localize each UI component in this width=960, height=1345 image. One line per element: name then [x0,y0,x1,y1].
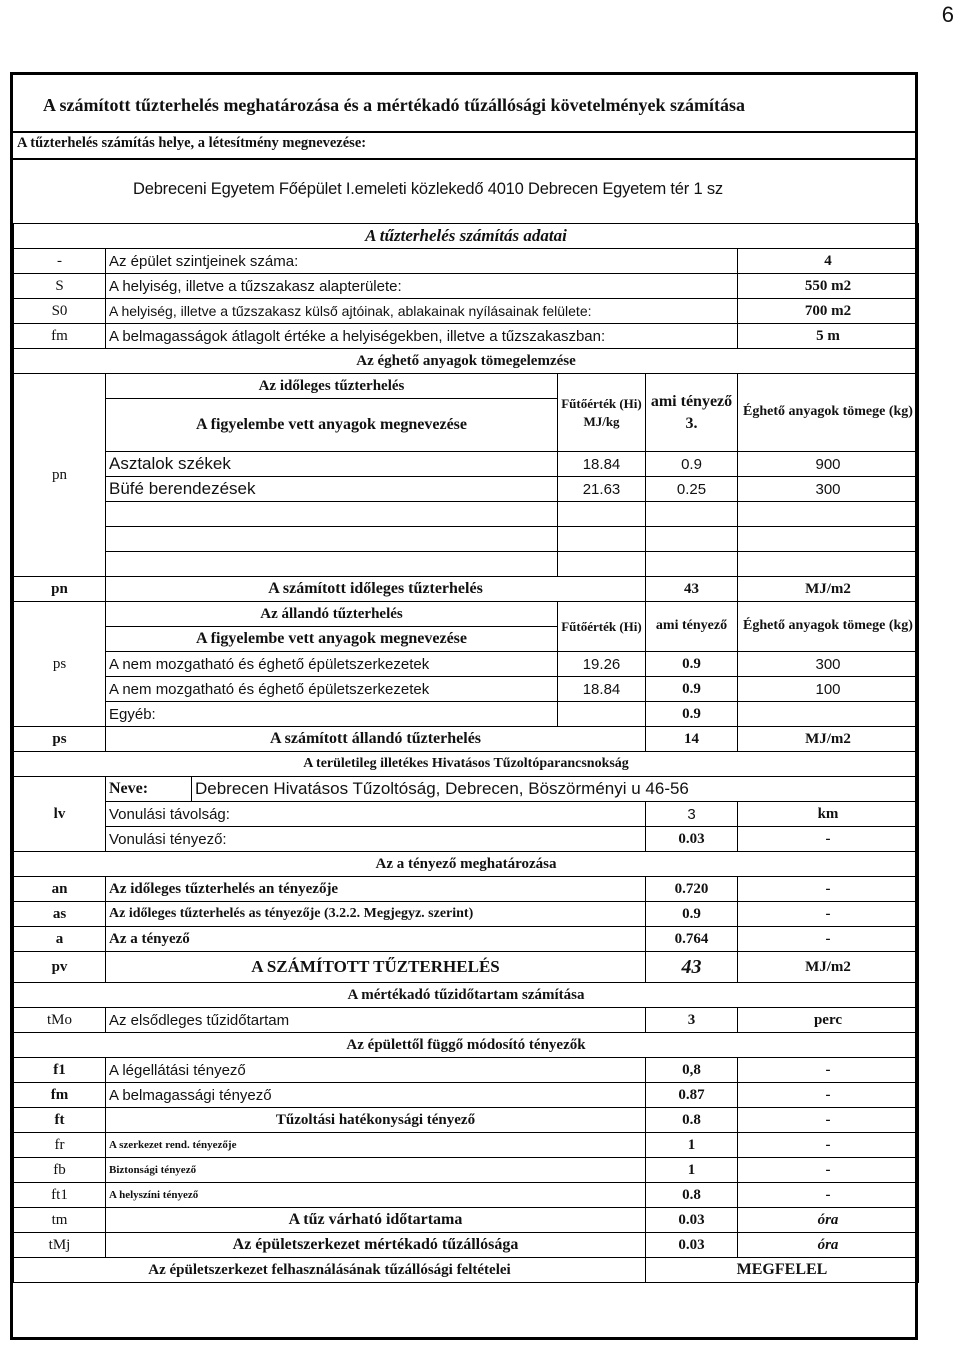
tm-symbol: tm [14,1208,106,1233]
a-row-label: Az időleges tűzterhelés as tényezője (3.2.2. Megjegyz. szerint) [106,902,646,927]
pv-symbol: pv [14,952,106,983]
pv-label: A SZÁMÍTOTT TŰZTERHELÉS [106,952,646,983]
param-label: Az épület szintjeinek száma: [106,249,738,274]
ps-result-label: A számított állandó tűzterhelés [106,727,646,752]
pn-mass-header: Éghető anyagok tömege (kg) [738,374,919,452]
ps-result-symbol: ps [14,727,106,752]
ps-row-hi [558,702,646,727]
a-row-symbol: a [14,927,106,952]
pn-symbol: pn [14,374,106,577]
a-row-value: 0.720 [646,877,738,902]
a-row-label: Az időleges tűzterhelés an tényezője [106,877,646,902]
a-row-symbol: as [14,902,106,927]
lv-name-value: Debrecen Hivatásos Tűzoltóság, Debrecen, Böszörményi u 46-56 [192,777,919,802]
pv-value: 43 [646,952,738,983]
mod-symbol: fb [14,1158,106,1183]
param-symbol: S0 [14,299,106,324]
ps-row-factor: 0.9 [646,677,738,702]
pn-hi-header: Fűtőérték (Hi) MJ/kg [558,374,646,452]
param-symbol: - [14,249,106,274]
ps-result-value: 14 [646,727,738,752]
tmj-symbol: tMj [14,1233,106,1258]
tm-unit: óra [738,1208,919,1233]
lv-distance-label: Vonulási távolság: [106,802,646,827]
mod-unit: - [738,1108,919,1133]
mod-unit: - [738,1158,919,1183]
param-symbol: S [14,274,106,299]
tmo-symbol: tMo [14,1008,106,1033]
section-duration-heading: A mértékadó tűzidőtartam számítása [14,983,919,1008]
sheet-title: A számított tűzterhelés meghatározása és a mértékadó tűzállósági követelmények számítása [13,75,918,133]
section-data-heading: A tűzterhelés számítás adatai [14,224,919,249]
section-modifier-heading: Az épülettől függő módosító tényezők [14,1033,919,1058]
page-number: 6 [941,2,954,27]
tmo-value: 3 [646,1008,738,1033]
mod-label: A belmagassági tényező [106,1083,646,1108]
lv-distance-value: 3 [646,802,738,827]
param-value: 5 m [738,324,919,349]
ps-row-mass: 300 [738,652,919,677]
final-label: Az épületszerkezet felhasználásának tűzállósági feltételei [14,1258,646,1283]
ps-row-mass [738,702,919,727]
param-value: 550 m2 [738,274,919,299]
mod-value: 0.87 [646,1083,738,1108]
section-a-heading: Az a tényező meghatározása [14,852,919,877]
a-row-unit: - [738,877,919,902]
ps-row-factor: 0.9 [646,652,738,677]
ps-row-name: A nem mozgatható és éghető épületszerkezetek [106,652,558,677]
mod-symbol: ft [14,1108,106,1133]
tmo-label: Az elsődleges tűzidőtartam [106,1008,646,1033]
pn-row-hi: 21.63 [558,477,646,502]
pn-row-name: Asztalok székek [106,452,558,477]
ps-row-mass: 100 [738,677,919,702]
mod-unit: - [738,1183,919,1208]
ps-row-name: Egyéb: [106,702,558,727]
location-value: Debreceni Egyetem Főépület I.emeleti közlekedő 4010 Debrecen Egyetem tér 1 sz [133,180,723,198]
mod-unit: - [738,1058,919,1083]
lv-symbol: lv [14,777,106,852]
pn-result-unit: MJ/m2 [738,577,919,602]
ps-result-unit: MJ/m2 [738,727,919,752]
tm-value: 0.03 [646,1208,738,1233]
pn-name-header: A figyelembe vett anyagok megnevezése [106,399,558,452]
tmj-value: 0.03 [646,1233,738,1258]
mod-value: 1 [646,1133,738,1158]
pn-row-factor: 0.25 [646,477,738,502]
mod-value: 0,8 [646,1058,738,1083]
pn-result-value: 43 [646,577,738,602]
pn-empty-row [106,527,558,552]
mod-unit: - [738,1133,919,1158]
pn-row-mass: 300 [738,477,919,502]
a-row-value: 0.9 [646,902,738,927]
pn-row-name: Büfé berendezések [106,477,558,502]
a-row-value: 0.764 [646,927,738,952]
mod-value: 0.8 [646,1183,738,1208]
pv-unit: MJ/m2 [738,952,919,983]
pn-row-mass: 900 [738,452,919,477]
fire-load-sheet [10,72,918,1340]
ps-name-header: A figyelembe vett anyagok megnevezése [106,627,558,652]
ps-symbol: ps [14,602,106,727]
pn-row-hi: 18.84 [558,452,646,477]
mod-symbol: fr [14,1133,106,1158]
a-row-label: Az a tényező [106,927,646,952]
pn-heading: Az időleges tűzterhelés [106,374,558,399]
pn-factor-header: ami tényező 3. [646,374,738,452]
lv-heading: A területileg illetékes Hivatásos Tűzoltóparancsnokság [14,752,919,777]
tmj-unit: óra [738,1233,919,1258]
location-label: A tűzterhelés számítás helye, a létesítmény megnevezése: [17,135,367,151]
section-mass-heading: Az éghető anyagok tömegelemzése [14,349,919,374]
mod-label: A szerkezet rend. tényezője [106,1133,646,1158]
pn-empty-row [106,502,558,527]
ps-row-hi: 18.84 [558,677,646,702]
lv-factor-value: 0.03 [646,827,738,852]
pn-result-symbol: pn [14,577,106,602]
param-symbol: fm [14,324,106,349]
ps-mass-header: Éghető anyagok tömege (kg) [738,602,919,652]
param-label: A helyiség, illetve a tűzszakasz külső ajtóinak, ablakainak nyílásainak felülete: [106,299,738,324]
lv-distance-unit: km [738,802,919,827]
ps-row-factor: 0.9 [646,702,738,727]
param-label: A belmagasságok átlagolt értéke a helyiségekben, illetve a tűzszakaszban: [106,324,738,349]
lv-factor-label: Vonulási tényező: [106,827,646,852]
a-row-unit: - [738,902,919,927]
calculation-table [13,223,919,1283]
ps-heading: Az állandó tűzterhelés [106,602,558,627]
pn-result-label: A számított időleges tűzterhelés [106,577,646,602]
tmj-label: Az épületszerkezet mértékadó tűzállósága [106,1233,646,1258]
ps-row-hi: 19.26 [558,652,646,677]
mod-value: 0.8 [646,1108,738,1133]
a-row-unit: - [738,927,919,952]
mod-label: A helyszíni tényező [106,1183,646,1208]
ps-factor-header: ami tényező [646,602,738,652]
tm-label: A tűz várható időtartama [106,1208,646,1233]
mod-symbol: ft1 [14,1183,106,1208]
tmo-unit: perc [738,1008,919,1033]
mod-symbol: fm [14,1083,106,1108]
divider [13,158,918,160]
param-label: A helyiség, illetve a tűzszakasz alapterülete: [106,274,738,299]
mod-unit: - [738,1083,919,1108]
mod-label: A légellátási tényező [106,1058,646,1083]
mod-value: 1 [646,1158,738,1183]
pn-empty-row [106,552,558,577]
param-value: 4 [738,249,919,274]
mod-label: Tűzoltási hatékonysági tényező [106,1108,646,1133]
pn-row-factor: 0.9 [646,452,738,477]
a-row-symbol: an [14,877,106,902]
param-value: 700 m2 [738,299,919,324]
ps-hi-header: Fűtőérték (Hi) [558,602,646,652]
lv-factor-unit: - [738,827,919,852]
ps-row-name: A nem mozgatható és éghető épületszerkezetek [106,677,558,702]
lv-name-label: Neve: [106,777,192,802]
mod-label: Biztonsági tényező [106,1158,646,1183]
mod-symbol: f1 [14,1058,106,1083]
final-value: MEGFELEL [646,1258,919,1283]
